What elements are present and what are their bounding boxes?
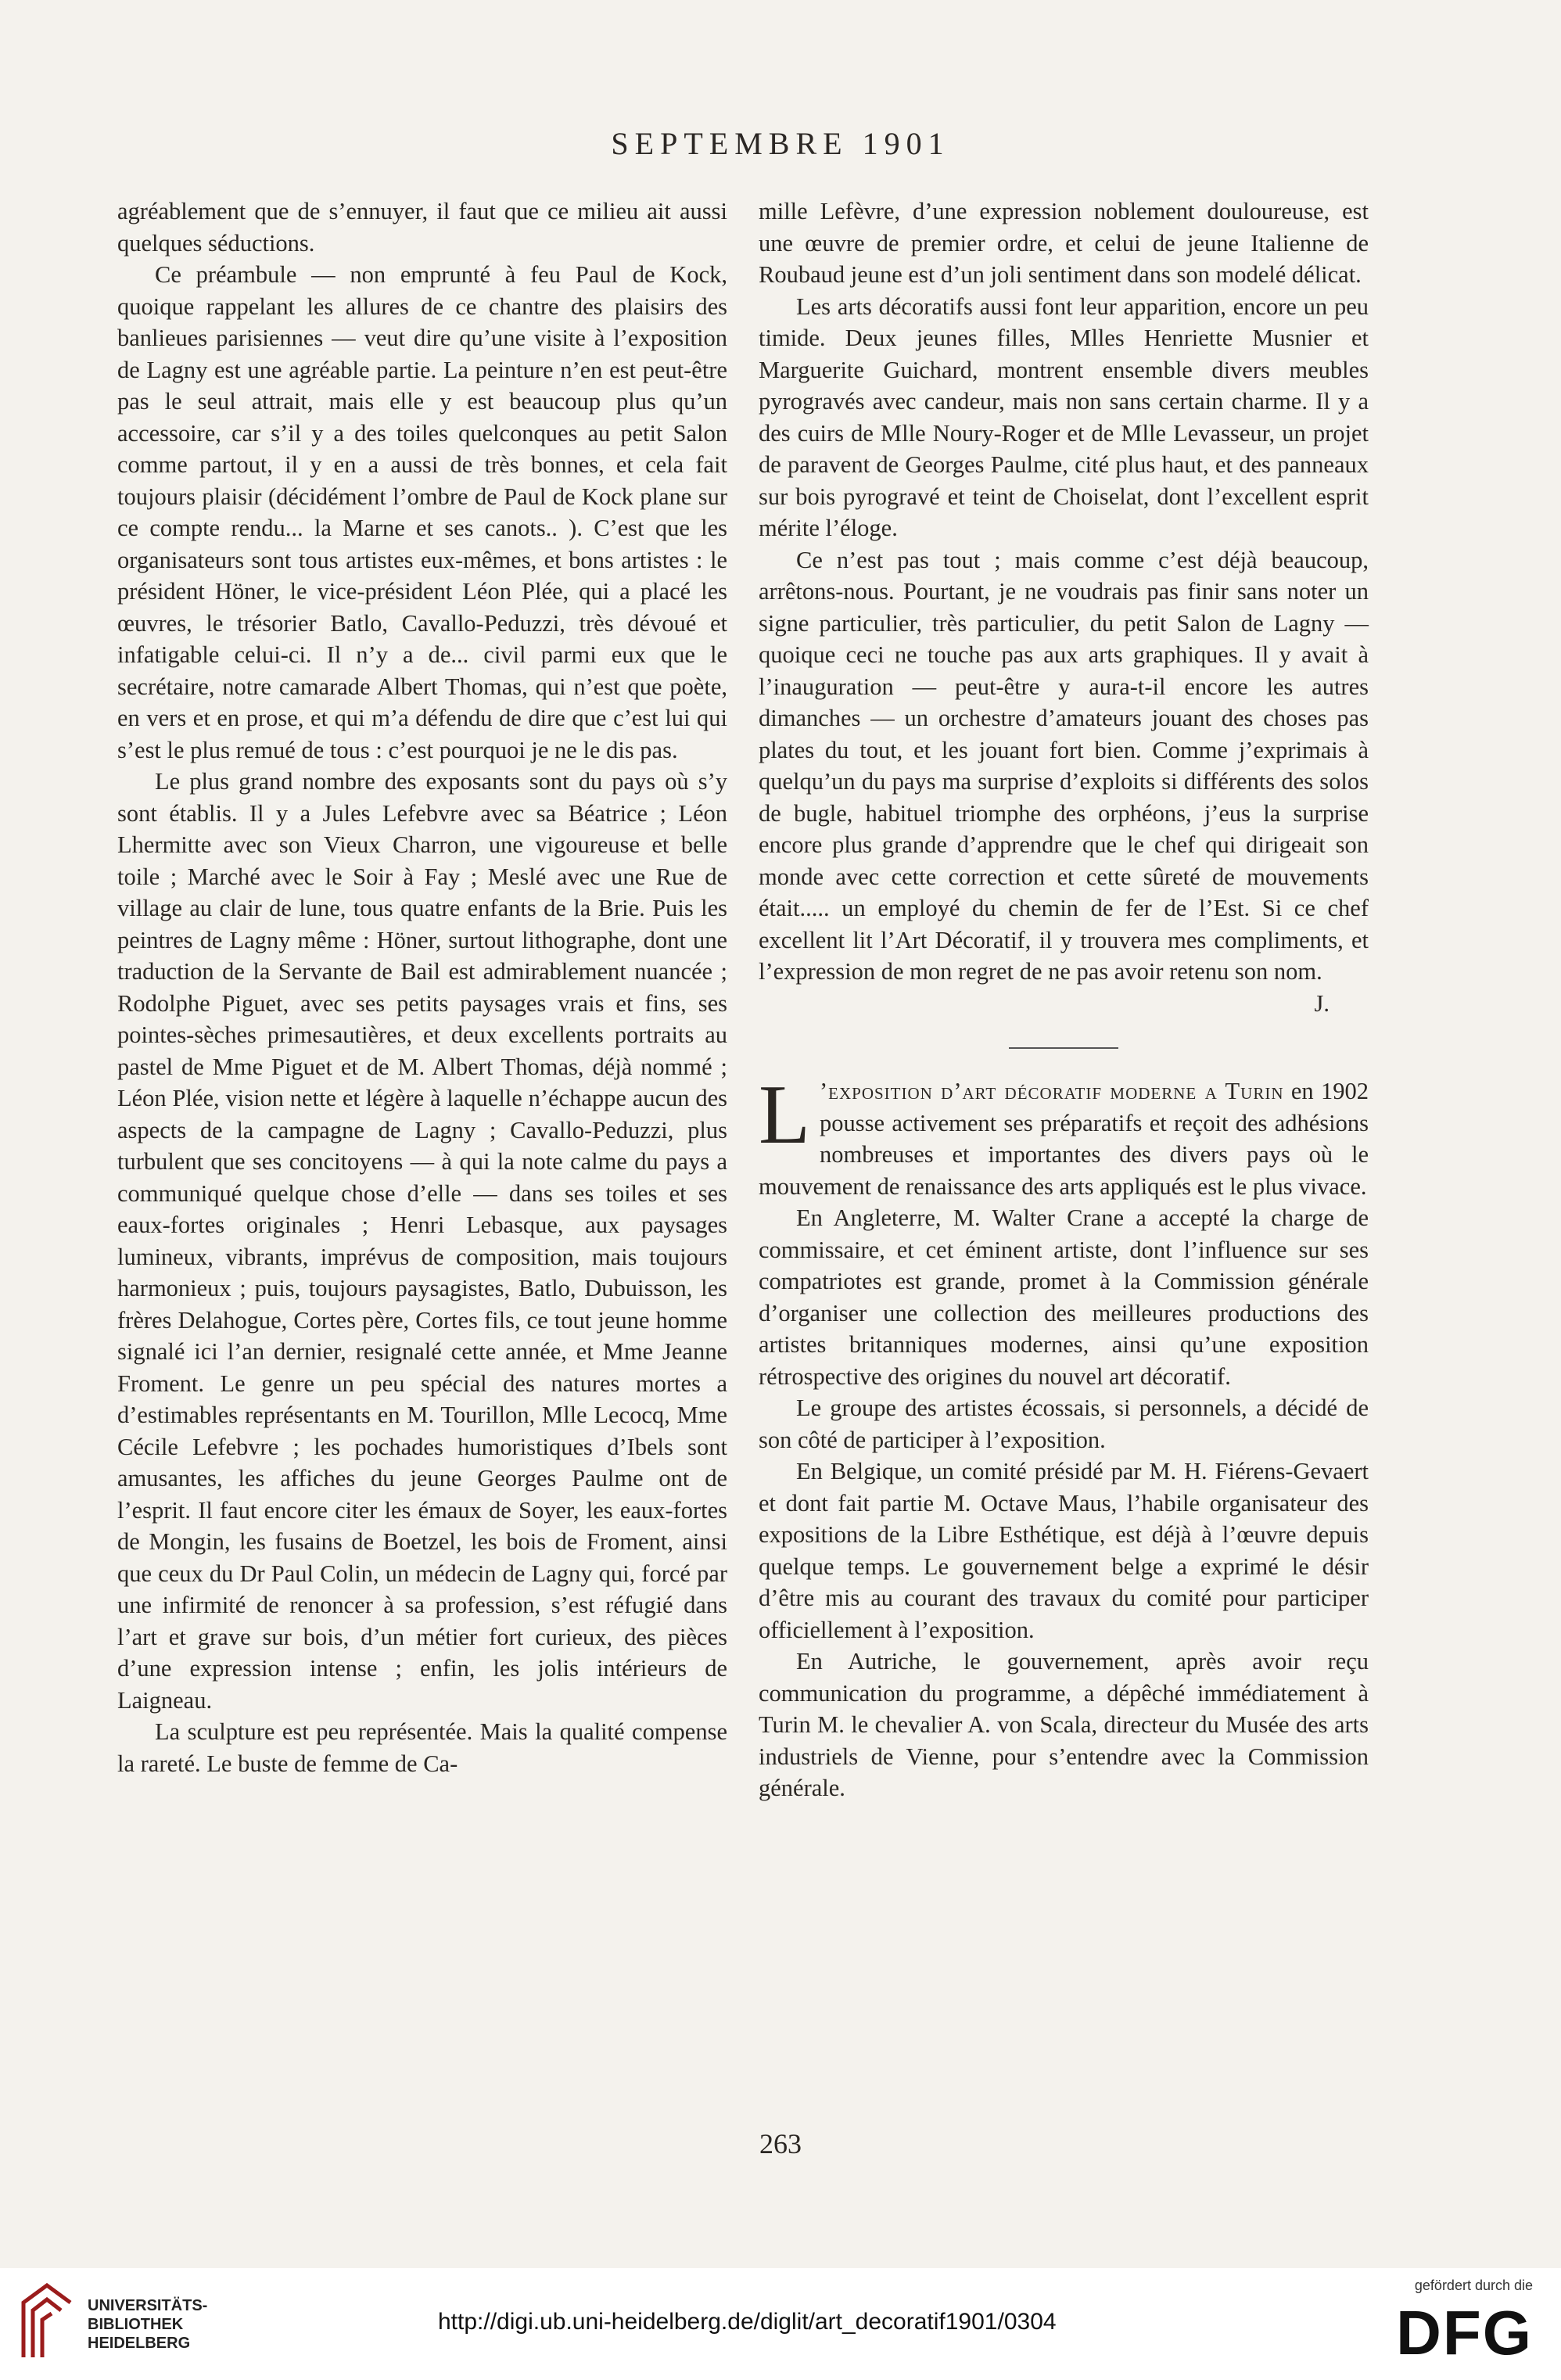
article-intro-text: en 1902 pousse activement ses préparatifs et reçoit des adhésions nombreuses et importantes des divers pays où le mouvement de renaissance des arts appliqués est le plus vivace. <box>759 1078 1369 1200</box>
paragraph: Le groupe des artistes écossais, si personnels, a décidé de son côté de participer à l’exposition. <box>759 1395 1369 1453</box>
library-name: UNIVERSITÄTS- BIBLIOTHEK HEIDELBERG <box>88 2297 208 2352</box>
paragraph: Ce préambule — non emprunté à feu Paul de Kock, quoique rappelant les allures de ce chantre des plaisirs des banlieues parisiennes — veut dire qu’une visite à l’exposition de Lagny est une agréable partie. La peinture n’en est peut-être pas le seul attrait, mais elle y est beaucoup plus qu’un accessoire, car s’il y a des toiles quelconques au petit Salon comme partout, il y en a aussi de très bonnes, et cela fait toujours plaisir (décidément l’ombre de Paul de Kock plane sur ce compte rendu... la Marne et ses canots.. ). C’est que les organisateurs sont tous artistes eux-mêmes, et bons artistes : le président Höner, le vice-président Léon Plée, qui a placé les œuvres, le trésorier Batlo, Cavallo-Peduzzi, très dévoué et infatigable celui-ci. Il n’y a de... civil parmi eux que le secrétaire, notre camarade Albert Thomas, qui n’est que poète, en vers et en prose, et qui m’a défendu de dire que c’est lui qui s’est le plus remué de tous : c’est pourquoi je ne le dis pas. <box>117 261 727 763</box>
running-header: SEPTEMBRE 1901 <box>611 126 950 161</box>
funder-label: gefördert durch die <box>1414 2278 1533 2293</box>
paragraph: mille Lefèvre, d’une expression noblement douloureuse, est une œuvre de premier ordre, et celui de jeune Italienne de Roubaud jeune est d’un joli sentiment dans son modelé délicat. <box>759 198 1369 288</box>
paragraph: Le plus grand nombre des exposants sont du pays où s’y sont établis. Il y a Jules Lefebvre avec sa Béatrice ; Léon Lhermitte avec son Vieux Charron, une vigoureuse et belle toile ; Marché avec le Soir à Fay ; Meslé avec une Rue de village au clair de lune, tous quatre enfants de la Brie. Puis les peintres de Lagny même : Höner, surtout lithographe, dont une traduction de la Servante de Bail est admirablement nuancée ; Rodolphe Piguet, avec ses petits paysages vrais et fins, ses pointes-sèches primesautières, et deux excellents portraits au pastel de Mme Piguet et de M. Albert Thomas, déjà nommé ; Léon Plée, vision nette et légère à laquelle n’échappe aucun des aspects de la campagne de Lagny ; Cavallo-Peduzzi, plus turbulent que ses concitoyens — à qui la note calme du pays a communiqué quelque chose d’elle — dans ses toiles et ses eaux-fortes originales ; Henri Lebasque, aux paysages lumineux, vibrants, imprévus de composition, mais toujours harmonieux ; puis, toujours paysagistes, Batlo, Dubuisson, les frères Delahogue, Cortes père, Cortes fils, ce tout jeune homme signalé ici l’an dernier, resignalé cette année, et Mme Jeanne Froment. Le genre un peu spécial des natures mortes a d’estimables représentants en M. Tourillon, Mlle Lecocq, Mme Cécile Lefebvre ; les pochades humoristiques d’Ibels sont amusantes, les affiches du jeune Georges Paulme ont de l’esprit. Il faut encore citer les émaux de Soyer, les eaux-fortes de Mongin, les fusains de Boetzel, les bois de Froment, ainsi que ceux du Dr Paul Colin, un médecin de Lagny qui, forcé par une infirmité de renoncer à sa profession, s’est réfugié dans l’art et grave sur bois, d’un métier fort curieux, des pièces d’une expression intense ; enfin, les jolis intérieurs de Laigneau. <box>117 768 727 1714</box>
section-divider <box>1009 1047 1118 1049</box>
source-url-link[interactable]: http://digi.ub.uni-heidelberg.de/diglit/art_decoratif1901/0304 <box>438 2309 1057 2335</box>
article-lead: ’exposition d’art décoratif moderne a Turin <box>819 1078 1284 1104</box>
library-logo-icon <box>16 2279 78 2365</box>
right-column <box>759 196 1369 1804</box>
paragraph: En Autriche, le gouvernement, après avoir reçu communication du programme, a dépêché immédiatement à Turin M. le chevalier A. von Scala, directeur du Musée des arts industriels de Vienne, pour s’entendre avec la Commission générale. <box>759 1648 1369 1801</box>
paragraph: La sculpture est peu représentée. Mais la qualité compense la rareté. Le buste de femme de Ca- <box>117 1718 727 1777</box>
paragraph: agréablement que de s’ennuyer, il faut que ce milieu ait aussi quelques séductions. <box>117 198 727 257</box>
page-number: 263 <box>759 2128 802 2159</box>
author-signature: J. <box>1314 989 1330 1017</box>
paragraph: Les arts décoratifs aussi font leur apparition, encore un peu timide. Deux jeunes filles, Mlles Henriette Musnier et Marguerite Guichard, montrent ensemble divers meubles pyrogravés avec candeur, mais non sans certain charme. Il y a des cuirs de Mlle Noury-Roger et de Mlle Levasseur, un projet de paravent de Georges Paulme, cité plus haut, et des panneaux sur bois pyrogravé et teint de Choiselat, dont l’excellent esprit mérite l’éloge. <box>759 293 1369 541</box>
drop-cap: L <box>759 1068 810 1161</box>
article-intro <box>759 1068 1369 1202</box>
paragraph: En Angleterre, M. Walter Crane a accepté la charge de commissaire, et cet éminent artiste, dont l’influence sur ses compatriotes est grande, promet à la Commission générale d’organiser une collection des meilleures productions des artistes britanniques modernes, ainsi qu’une exposition rétrospective des origines du nouvel art décoratif. <box>759 1204 1369 1390</box>
digitization-footer <box>0 2268 1561 2380</box>
paragraph: En Belgique, un comité présidé par M. H. Fiérens-Gevaert et dont fait partie M. Octave Maus, l’habile organisateur des expositions de la Libre Esthétique, est déjà à l’œuvre depuis quelque temps. Le gouvernement belge a exprimé le désir d’être mis au courant des travaux du comité pour participer officiellement à l’exposition. <box>759 1458 1369 1643</box>
paragraph: Ce n’est pas tout ; mais comme c’est déjà beaucoup, arrêtons-nous. Pourtant, je ne voudrais pas finir sans noter un signe particulier, très particulier, du petit Salon de Lagny — quoique ceci ne touche pas aux arts graphiques. Il y avait à l’inauguration — peut-être y aura-t-il encore les autres dimanches — un orchestre d’amateurs jouant des choses pas plates du tout, et les jouant fort bien. Comme j’exprimais à quelqu’un du pays ma surprise d’exploits si différents des solos de bugle, habituel triomphe des orphéons, j’eus la surprise encore plus grande d’apprendre que le chef qui dirigeait son monde avec cette correction et cette sûreté de mouvements était..... un employé du chemin de fer de l’Est. Si ce chef excellent lit l’Art Décoratif, il y trouvera mes compliments, et l’expression de mon regret de ne pas avoir retenu son nom. <box>759 546 1369 985</box>
dfg-logo: DFG <box>1396 2298 1533 2367</box>
left-column <box>117 196 727 1779</box>
